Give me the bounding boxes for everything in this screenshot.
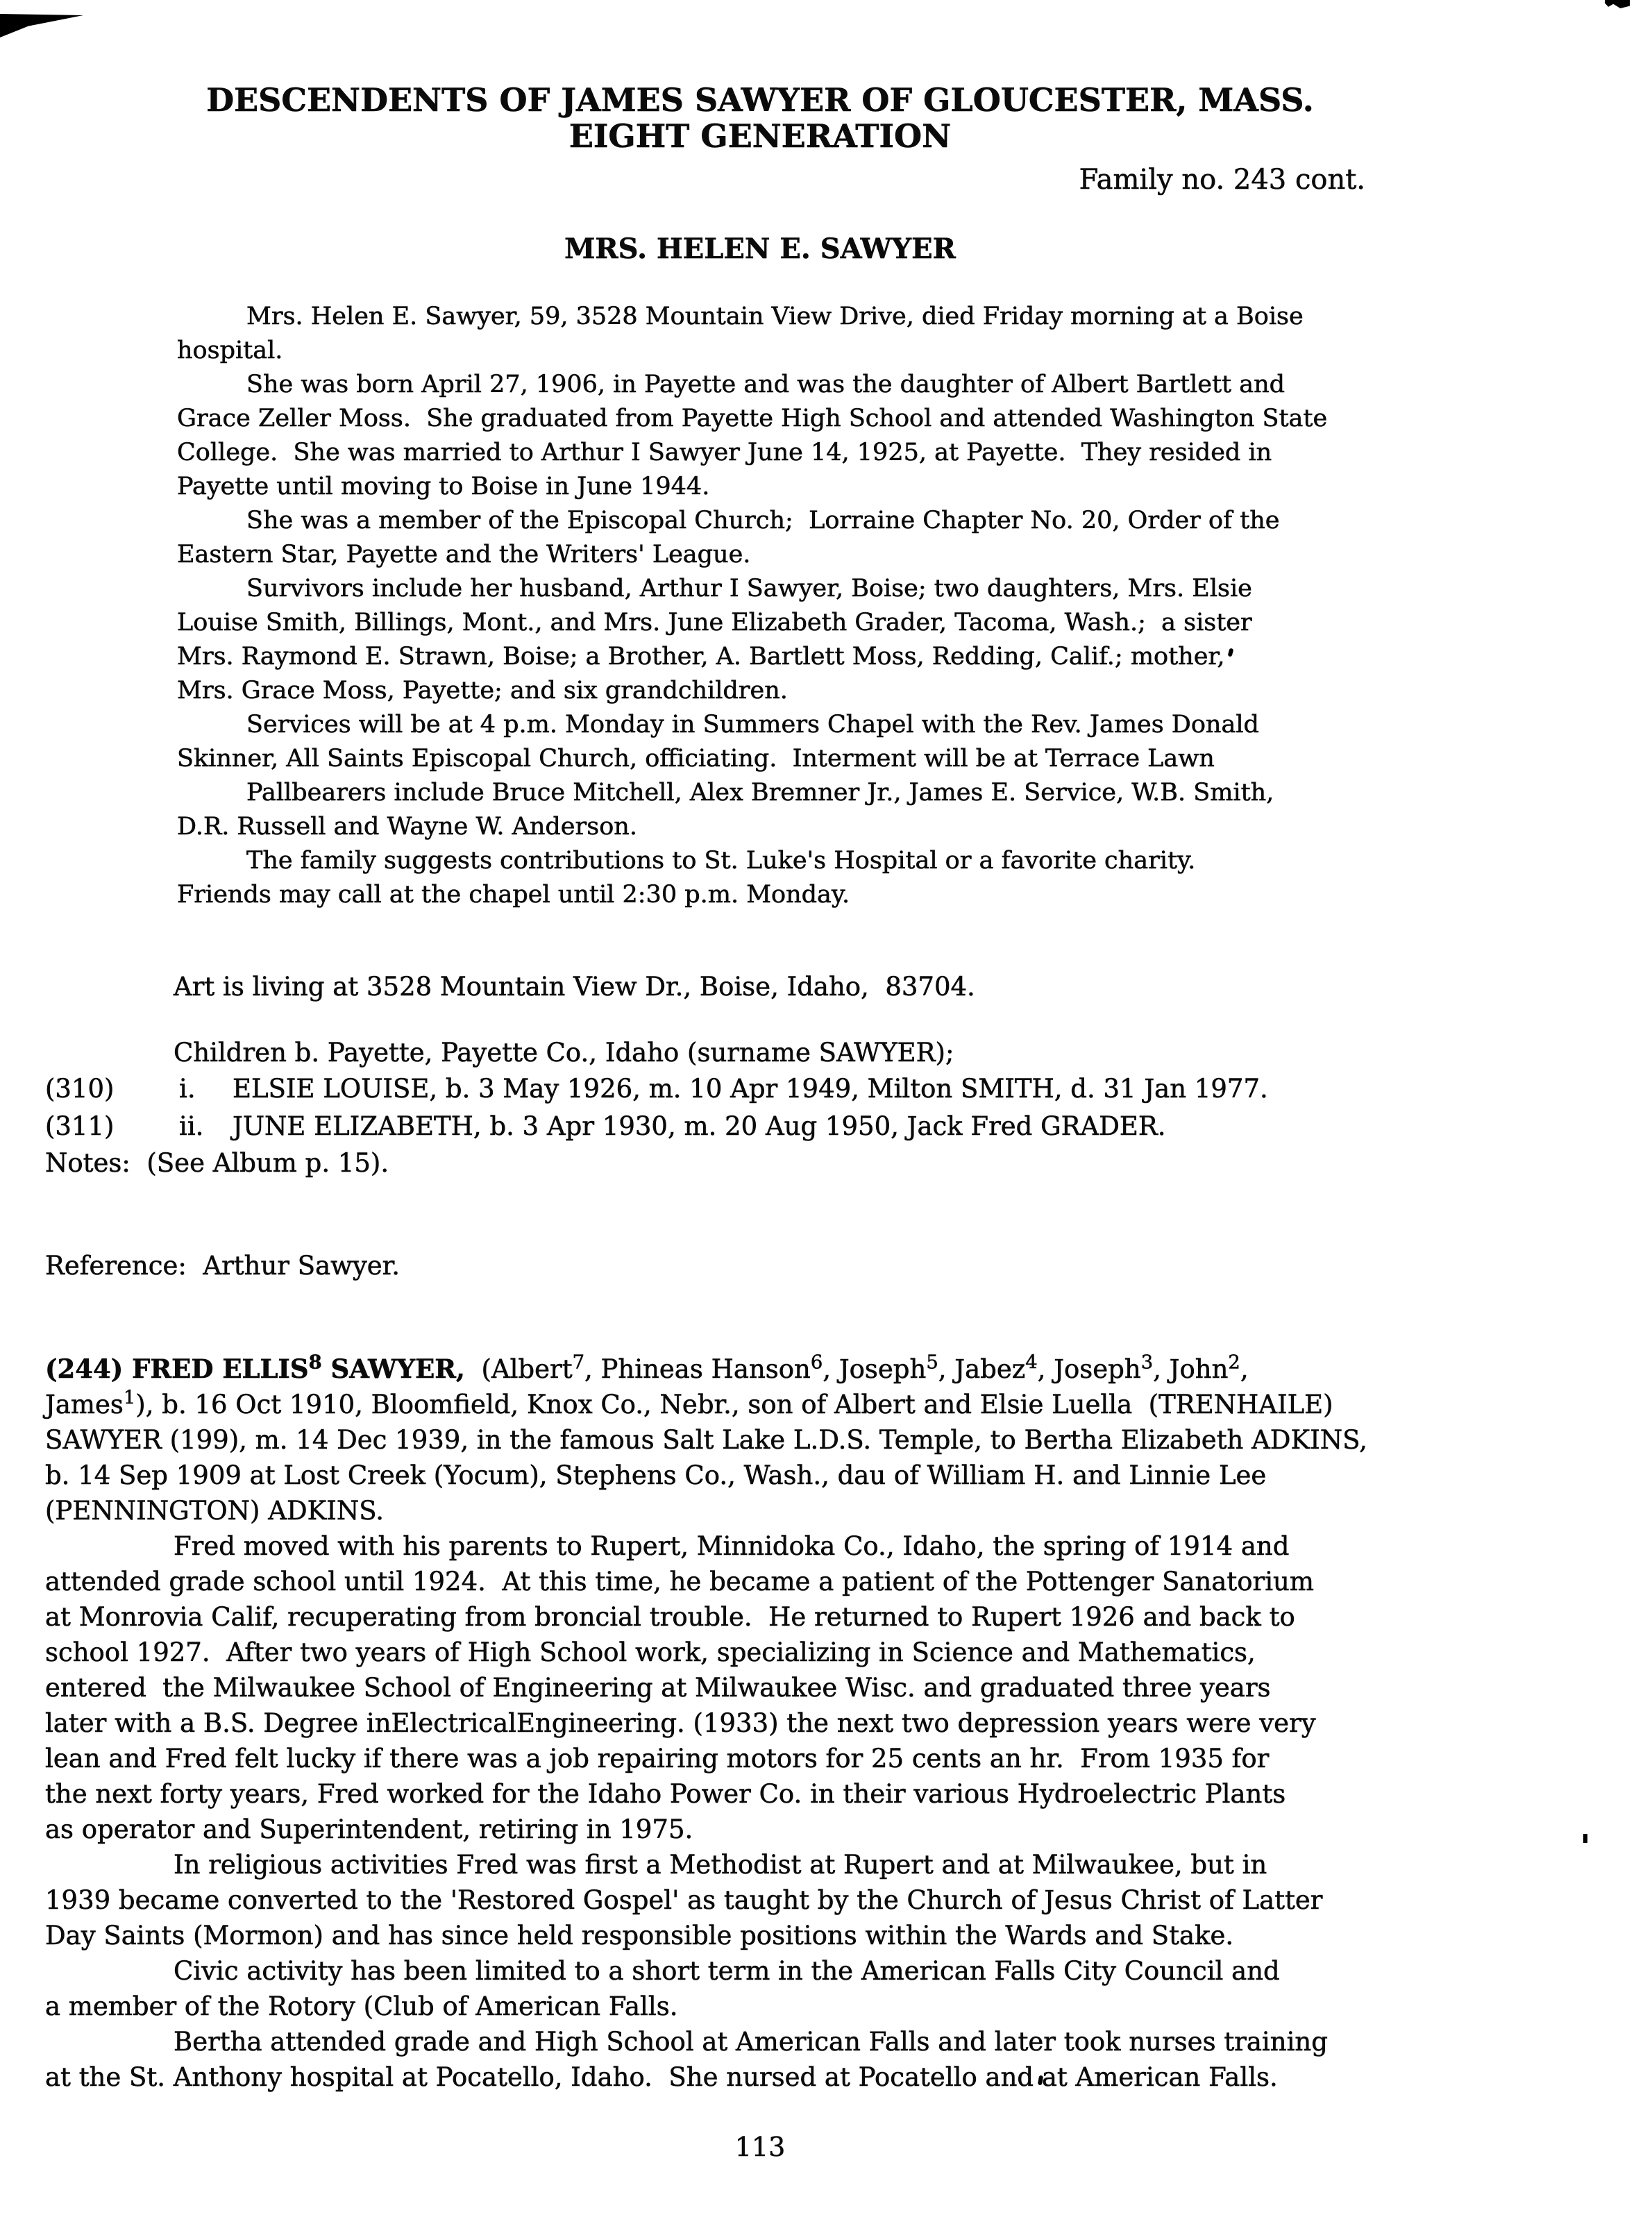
genealogy-line: Day Saints (Mormon) and has since held responsible positions within the Wards and Stake.: [45, 1921, 1234, 1950]
obituary-line: She was born April 27, 1906, in Payette and was the daughter of Albert Bartlett and: [246, 371, 1286, 398]
genealogy-line: Civic activity has been limited to a short term in the American Falls City Council and: [174, 1956, 1280, 1986]
genealogy-line: Bertha attended grade and High School at American Falls and later took nurses training: [174, 2027, 1328, 2057]
obituary-line: Services will be at 4 p.m. Monday in Summers Chapel with the Rev. James Donald: [246, 711, 1259, 739]
residence-note: Art is living at 3528 Mountain View Dr., Boise, Idaho, 83704.: [174, 972, 975, 1002]
genealogy-line: as operator and Superintendent, retiring in 1975.: [45, 1814, 693, 1844]
obituary-line: Grace Zeller Moss. She graduated from Payette High School and attended Washington State: [177, 405, 1328, 432]
child-roman-numeral: i.: [179, 1074, 196, 1104]
obituary-line: Mrs. Grace Moss, Payette; and six grandchildren.: [177, 677, 788, 705]
obituary-line: Pallbearers include Bruce Mitchell, Alex Bremner Jr., James E. Service, W.B. Smith,: [246, 779, 1274, 807]
child-roman-numeral: ii.: [179, 1111, 204, 1141]
children-section: [45, 1035, 1426, 1181]
genealogy-line: (PENNINGTON) ADKINS.: [45, 1496, 385, 1526]
obituary-line: Eastern Star, Payette and the Writers' League.: [177, 541, 751, 568]
scan-artifact-top-left: [0, 14, 83, 37]
child-details: ELSIE LOUISE, b. 3 May 1926, m. 10 Apr 1949, Milton SMITH, d. 31 Jan 1977.: [233, 1074, 1268, 1104]
child-id-number: (310): [45, 1074, 115, 1104]
notes-line: Notes: (See Album p. 15).: [45, 1148, 389, 1178]
genealogy-line: later with a B.S. Degree inElectricalEngineering. (1933) the next two depression years were very: [45, 1708, 1316, 1738]
child-row: [45, 1108, 1426, 1145]
genealogy-line: school 1927. After two years of High School work, specializing in Science and Mathematics,: [45, 1637, 1256, 1667]
child-details: JUNE ELIZABETH, b. 3 Apr 1930, m. 20 Aug 1950, Jack Fred GRADER.: [233, 1111, 1166, 1141]
page-header: [45, 82, 1426, 265]
obituary-line: Louise Smith, Billings, Mont., and Mrs. June Elizabeth Grader, Tacoma, Wash.; a sister: [177, 609, 1252, 637]
child-id-number: (311): [45, 1111, 115, 1141]
genealogy-line: entered the Milwaukee School of Engineering at Milwaukee Wisc. and graduated three years: [45, 1673, 1271, 1703]
child-row: [45, 1070, 1426, 1108]
obituary-line: D.R. Russell and Wayne W. Anderson.: [177, 813, 637, 841]
genealogy-heading-line: (244) FRED ELLIS$^8$ SAWYER, (Albert$^7$, Phineas Hanson$^6$, Joseph$^5$, Jabez$^4$, Joseph$^3$, John$^2$,: [45, 1351, 1249, 1384]
document-title-line2: EIGHT GENERATION: [568, 117, 952, 155]
obituary-text-block: [177, 300, 1328, 912]
genealogy-line: SAWYER (199), m. 14 Dec 1939, in the famous Salt Lake L.D.S. Temple, to Bertha Elizabeth ADKINS,: [45, 1425, 1367, 1455]
genealogy-line: In religious activities Fred was first a Methodist at Rupert and at Milwaukee, but in: [174, 1850, 1267, 1880]
obituary-line: Mrs. Helen E. Sawyer, 59, 3528 Mountain View Drive, died Friday morning at a Boise: [246, 303, 1304, 330]
genealogy-line: b. 14 Sep 1909 at Lost Creek (Yocum), Stephens Co., Wash., dau of William H. and Linnie Lee: [45, 1460, 1267, 1490]
genealogy-line: at Monrovia Calif, recuperating from broncial trouble. He returned to Rupert 1926 and back to: [45, 1602, 1295, 1632]
subject-heading: MRS. HELEN E. SAWYER: [564, 233, 956, 265]
genealogy-line: 1939 became converted to the 'Restored Gospel' as taught by the Church of Jesus Christ of Latter: [45, 1885, 1323, 1915]
children-intro: Children b. Payette, Payette Co., Idaho (surname SAWYER);: [174, 1038, 954, 1068]
obituary-line: Mrs. Raymond E. Strawn, Boise; a Brother, A. Bartlett Moss, Redding, Calif.; mother,: [177, 643, 1225, 671]
genealogy-line: a member of the Rotory (Club of American Falls.: [45, 1991, 678, 2021]
family-number-label: Family no. 243 cont.: [1079, 164, 1365, 196]
genealogy-line: attended grade school until 1924. At this time, he became a patient of the Pottenger Sanatorium: [45, 1567, 1314, 1596]
obituary-line: College. She was married to Arthur I Sawyer June 14, 1925, at Payette. They resided in: [177, 439, 1272, 466]
genealogy-line: at the St. Anthony hospital at Pocatello, Idaho. She nursed at Pocatello and at American Falls.: [45, 2062, 1278, 2092]
genealogy-line: lean and Fred felt lucky if there was a job repairing motors for 25 cents an hr. From 1935 for: [45, 1744, 1270, 1773]
obituary-line: Friends may call at the chapel until 2:30 p.m. Monday.: [177, 881, 850, 909]
reference-line: Reference: Arthur Sawyer.: [45, 1251, 401, 1281]
fred-ellis-sawyer-entry: [45, 1351, 1426, 2095]
obituary-line: hospital.: [177, 337, 283, 364]
page-content: [45, 82, 1426, 2163]
scan-artifact-top-right: [1605, 0, 1630, 8]
genealogy-heading-line: James$^1$), b. 16 Oct 1910, Bloomfield, Knox Co., Nebr., son of Albert and Elsie Luella (TRENHAILE): [45, 1387, 1333, 1419]
obituary-line: Payette until moving to Boise in June 1944.: [177, 473, 710, 500]
obituary-line: The family suggests contributions to St. Luke's Hospital or a favorite charity.: [246, 847, 1196, 875]
scan-artifact-bracket: [1583, 1834, 1587, 1843]
document-title-line1: DESCENDENTS OF JAMES SAWYER OF GLOUCESTER, MASS.: [206, 81, 1314, 119]
page-number: 113: [734, 2132, 786, 2162]
obituary-line: Survivors include her husband, Arthur I Sawyer, Boise; two daughters, Mrs. Elsie: [246, 575, 1252, 603]
genealogy-line: the next forty years, Fred worked for the Idaho Power Co. in their various Hydroelectric Plants: [45, 1779, 1286, 1809]
obituary-line: She was a member of the Episcopal Church; Lorraine Chapter No. 20, Order of the: [246, 507, 1280, 534]
genealogy-line: Fred moved with his parents to Rupert, Minnidoka Co., Idaho, the spring of 1914 and: [174, 1531, 1290, 1561]
obituary-line: Skinner, All Saints Episcopal Church, officiating. Interment will be at Terrace Lawn: [177, 745, 1215, 773]
